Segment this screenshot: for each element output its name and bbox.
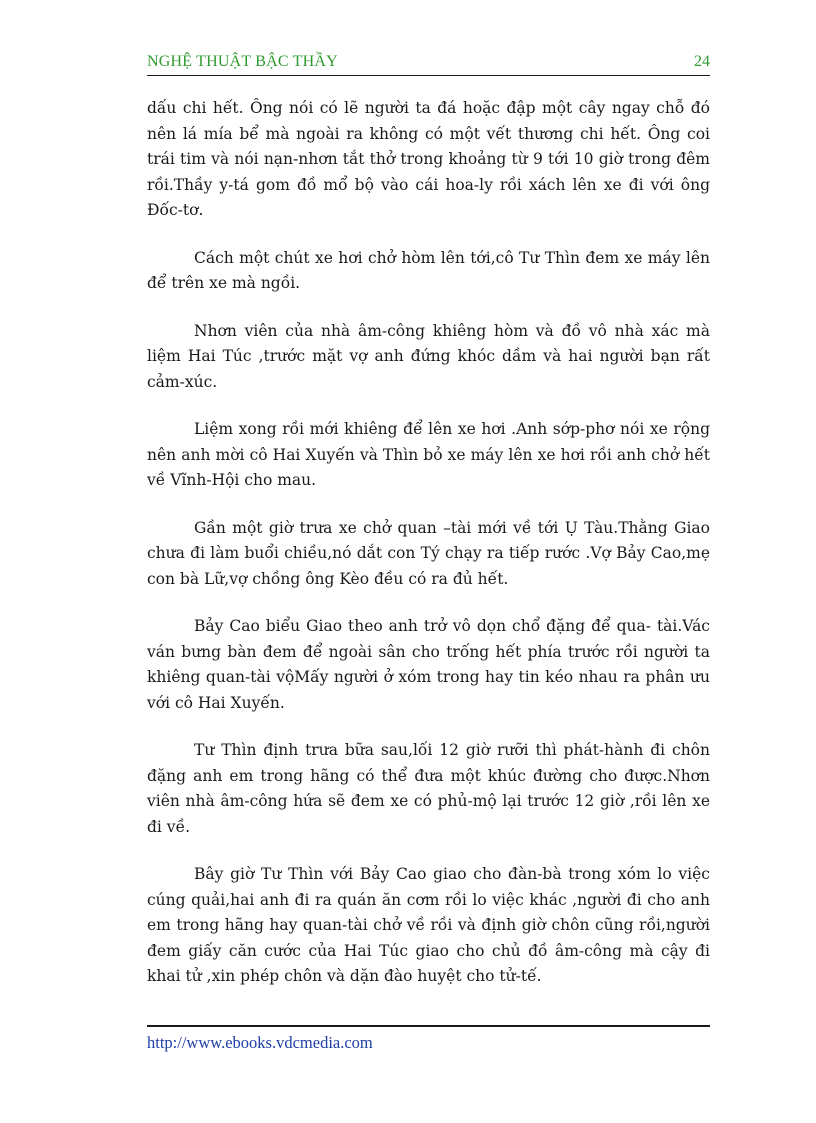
- paragraph: Liệm xong rồi mới khiêng để lên xe hơi .Anh sớp-phơ nói xe rộng nên anh mời cô Hai Xuyến và Thìn bỏ xe máy lên xe hơi rồi anh chở hết về Vĩnh-Hội cho mau.: [147, 420, 710, 489]
- footer-url-link[interactable]: http://www.ebooks.vdcmedia.com: [147, 1033, 373, 1052]
- footer-divider: [147, 1025, 710, 1027]
- paragraph: Gần một giờ trưa xe chở quan –tài mới về tới Ụ Tàu.Thằng Giao chưa đi làm buổi chiều,nó dắt con Tý chạy ra tiếp rước .Vợ Bảy Cao,mẹ con bà Lữ,vợ chồng ông Kèo đều có ra đủ hết.: [147, 518, 710, 588]
- page-header: [147, 53, 710, 76]
- page-body: [147, 96, 710, 1012]
- paragraph: Nhơn viên của nhà âm-công khiêng hòm và đồ vô nhà xác mà liệm Hai Túc ,trước mặt vợ anh đứng khóc dầm và hai người bạn rất cảm-xúc.: [147, 321, 710, 391]
- paragraph: Tư Thìn định trưa bữa sau,lối 12 giờ rưỡi thì phát-hành đi chôn đặng anh em trong hãng có thể đưa một khúc đường cho được.Nhơn viên nhà âm-công hứa sẽ đem xe có phủ-mộ lại trước 12 giờ ,rồi lên xe đi về.: [147, 741, 710, 836]
- paragraph: Cách một chút xe hơi chở hòm lên tới,cô Tư Thìn đem xe máy lên để trên xe mà ngồi.: [147, 248, 710, 292]
- paragraph: Bảy Cao biểu Giao theo anh trở vô dọn chổ đặng để qua- tài.Vác ván bưng bàn đem để ngoài sân cho trống hết phía trước rồi người ta khiêng quan-tài vộMấy người ở xóm trong hay tin kéo nhau ra phân ưu với cô Hai Xuyến.: [147, 617, 710, 712]
- page-number: 24: [694, 53, 710, 70]
- paragraph: dấu chi hết. Ông nói có lẽ người ta đá hoặc đập một cây ngay chỗ đó nên lá mía bể mà ngoài ra không có một vết thương chi hết. Ông coi trái tim và nói nạn-nhơn tắt thở trong khoảng từ 9 tới 10 giờ trong đêm rồi.Thầy y-tá gom đồ mổ bộ vào cái hoa-ly rồi xách lên xe đi với ông Đốc-tơ.: [147, 99, 710, 219]
- book-title: NGHỆ THUẬT BẬC THẦY: [147, 53, 338, 70]
- paragraph: Bây giờ Tư Thìn với Bảy Cao giao cho đàn-bà trong xóm lo việc cúng quải,hai anh đi ra quán ăn cơm rồi lo việc khác ,người đi cho anh em trong hãng hay quan-tài chở về rồi và định giờ chôn cũng rồi,người đem giấy căn cước của Hai Túc giao cho chủ đồ âm-công mà cậy đi khai tử ,xin phép chôn và dặn đào huyệt cho tử-tế.: [147, 865, 710, 985]
